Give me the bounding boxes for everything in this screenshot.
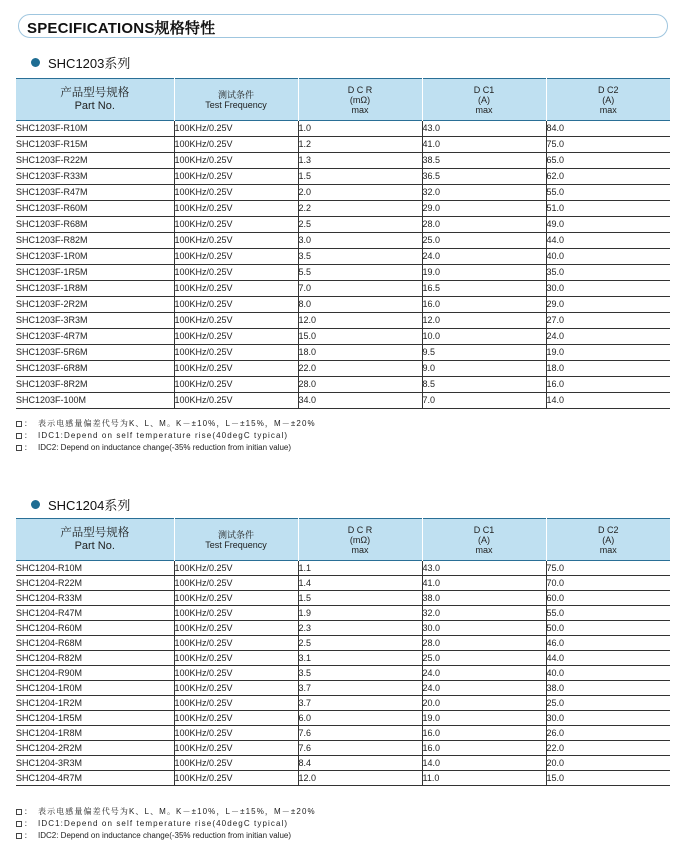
bullet-icon bbox=[31, 500, 40, 509]
cell-test-frequency: 100KHz/0.25V bbox=[174, 711, 298, 726]
cell-part-no: SHC1204-R68M bbox=[16, 636, 174, 651]
cell-dc1: 25.0 bbox=[422, 651, 546, 666]
cell-dcr: 2.0 bbox=[298, 185, 422, 201]
cell-dc2: 60.0 bbox=[546, 591, 670, 606]
cell-dc2: 65.0 bbox=[546, 153, 670, 169]
col-dc2 bbox=[546, 79, 670, 121]
cell-test-frequency: 100KHz/0.25V bbox=[174, 696, 298, 711]
cell-dc1: 38.0 bbox=[422, 591, 546, 606]
cell-dc1: 7.0 bbox=[422, 393, 546, 409]
cell-dcr: 6.0 bbox=[298, 711, 422, 726]
cell-dc1: 9.0 bbox=[422, 361, 546, 377]
col-part-no bbox=[16, 519, 174, 561]
cell-dc1: 32.0 bbox=[422, 606, 546, 621]
table-row bbox=[16, 153, 670, 169]
cell-test-frequency: 100KHz/0.25V bbox=[174, 121, 298, 137]
col-dc1 bbox=[422, 79, 546, 121]
note-idc1: ： IDC1:Depend on self temperature rise(40degC typical) bbox=[16, 818, 316, 830]
col-dc1-unit: (A) bbox=[478, 534, 490, 545]
cell-test-frequency: 100KHz/0.25V bbox=[174, 591, 298, 606]
table-row bbox=[16, 185, 670, 201]
cell-dc2: 35.0 bbox=[546, 265, 670, 281]
cell-dc2: 22.0 bbox=[546, 741, 670, 756]
cell-dc2: 70.0 bbox=[546, 576, 670, 591]
cell-part-no: SHC1204-4R7M bbox=[16, 771, 174, 786]
cell-dc2: 19.0 bbox=[546, 345, 670, 361]
note-idc1-text: IDC1:Depend on self temperature rise(40degC typical) bbox=[38, 431, 289, 440]
cell-dc1: 41.0 bbox=[422, 576, 546, 591]
table-row bbox=[16, 265, 670, 281]
cell-dc1: 25.0 bbox=[422, 233, 546, 249]
cell-dc1: 32.0 bbox=[422, 185, 546, 201]
cell-part-no: SHC1203F-8R2M bbox=[16, 377, 174, 393]
cell-test-frequency: 100KHz/0.25V bbox=[174, 329, 298, 345]
cell-dc2: 40.0 bbox=[546, 666, 670, 681]
cell-dcr: 15.0 bbox=[298, 329, 422, 345]
cell-dcr: 3.5 bbox=[298, 249, 422, 265]
notes-shc1203 bbox=[16, 418, 316, 454]
cell-dc2: 24.0 bbox=[546, 329, 670, 345]
cell-dcr: 2.5 bbox=[298, 636, 422, 651]
cell-part-no: SHC1203F-R10M bbox=[16, 121, 174, 137]
table-row bbox=[16, 696, 670, 711]
cell-part-no: SHC1204-R90M bbox=[16, 666, 174, 681]
col-test-zh: 测试条件 bbox=[217, 529, 254, 540]
col-test-zh: 测试条件 bbox=[217, 89, 254, 100]
table-row bbox=[16, 771, 670, 786]
cell-test-frequency: 100KHz/0.25V bbox=[174, 771, 298, 786]
cell-test-frequency: 100KHz/0.25V bbox=[174, 681, 298, 696]
col-dc2-max: max bbox=[599, 104, 617, 115]
table-row bbox=[16, 345, 670, 361]
cell-dc1: 24.0 bbox=[422, 666, 546, 681]
col-dc1 bbox=[422, 519, 546, 561]
cell-dcr: 3.0 bbox=[298, 233, 422, 249]
cell-part-no: SHC1204-1R8M bbox=[16, 726, 174, 741]
table-body-shc1204 bbox=[16, 561, 670, 786]
cell-dcr: 28.0 bbox=[298, 377, 422, 393]
cell-dcr: 1.1 bbox=[298, 561, 422, 576]
cell-part-no: SHC1204-R22M bbox=[16, 576, 174, 591]
cell-dcr: 3.7 bbox=[298, 681, 422, 696]
col-dc1-unit: (A) bbox=[478, 94, 490, 105]
col-dc2-unit: (A) bbox=[602, 94, 615, 105]
checkbox-square-icon bbox=[16, 433, 22, 439]
cell-part-no: SHC1203F-R22M bbox=[16, 153, 174, 169]
table-row bbox=[16, 393, 670, 409]
note-idc1-text: IDC1:Depend on self temperature rise(40degC typical) bbox=[38, 819, 289, 828]
cell-test-frequency: 100KHz/0.25V bbox=[174, 345, 298, 361]
cell-dc1: 14.0 bbox=[422, 756, 546, 771]
table-row bbox=[16, 233, 670, 249]
cell-dc2: 49.0 bbox=[546, 217, 670, 233]
col-part-no bbox=[16, 79, 174, 121]
col-dcr-label: D C R bbox=[347, 84, 373, 95]
cell-part-no: SHC1203F-100M bbox=[16, 393, 174, 409]
cell-test-frequency: 100KHz/0.25V bbox=[174, 217, 298, 233]
cell-dcr: 7.6 bbox=[298, 741, 422, 756]
section-title: SHC1203系列 bbox=[48, 55, 131, 71]
table-row bbox=[16, 121, 670, 137]
cell-dc2: 30.0 bbox=[546, 711, 670, 726]
cell-dc2: 44.0 bbox=[546, 651, 670, 666]
cell-dc1: 43.0 bbox=[422, 121, 546, 137]
cell-dc1: 16.0 bbox=[422, 741, 546, 756]
cell-test-frequency: 100KHz/0.25V bbox=[174, 265, 298, 281]
cell-part-no: SHC1203F-6R8M bbox=[16, 361, 174, 377]
cell-dcr: 1.9 bbox=[298, 606, 422, 621]
cell-test-frequency: 100KHz/0.25V bbox=[174, 361, 298, 377]
cell-part-no: SHC1203F-R82M bbox=[16, 233, 174, 249]
cell-dc2: 46.0 bbox=[546, 636, 670, 651]
checkbox-square-icon bbox=[16, 809, 22, 815]
cell-part-no: SHC1203F-4R7M bbox=[16, 329, 174, 345]
cell-test-frequency: 100KHz/0.25V bbox=[174, 185, 298, 201]
cell-test-frequency: 100KHz/0.25V bbox=[174, 201, 298, 217]
cell-test-frequency: 100KHz/0.25V bbox=[174, 621, 298, 636]
cell-dc2: 30.0 bbox=[546, 281, 670, 297]
col-test-frequency bbox=[174, 79, 298, 121]
cell-part-no: SHC1204-1R5M bbox=[16, 711, 174, 726]
cell-dc1: 30.0 bbox=[422, 621, 546, 636]
cell-dc1: 38.5 bbox=[422, 153, 546, 169]
col-dcr-max: max bbox=[351, 544, 369, 555]
cell-test-frequency: 100KHz/0.25V bbox=[174, 137, 298, 153]
col-test-en: Test Frequency bbox=[205, 539, 267, 550]
cell-test-frequency: 100KHz/0.25V bbox=[174, 561, 298, 576]
table-row bbox=[16, 576, 670, 591]
cell-test-frequency: 100KHz/0.25V bbox=[174, 756, 298, 771]
col-dcr-label: D C R bbox=[347, 524, 373, 535]
cell-test-frequency: 100KHz/0.25V bbox=[174, 153, 298, 169]
cell-test-frequency: 100KHz/0.25V bbox=[174, 636, 298, 651]
cell-dc1: 19.0 bbox=[422, 711, 546, 726]
cell-part-no: SHC1203F-1R0M bbox=[16, 249, 174, 265]
cell-dc2: 38.0 bbox=[546, 681, 670, 696]
page-title: SPECIFICATIONS规格特性 bbox=[27, 20, 216, 37]
cell-dc1: 8.5 bbox=[422, 377, 546, 393]
cell-part-no: SHC1204-R33M bbox=[16, 591, 174, 606]
cell-dc1: 11.0 bbox=[422, 771, 546, 786]
cell-dcr: 18.0 bbox=[298, 345, 422, 361]
table-row bbox=[16, 313, 670, 329]
cell-dc2: 75.0 bbox=[546, 137, 670, 153]
section-header-shc1204 bbox=[31, 496, 130, 512]
col-dcr bbox=[298, 79, 422, 121]
table-row bbox=[16, 651, 670, 666]
cell-dc2: 84.0 bbox=[546, 121, 670, 137]
cell-dcr: 8.0 bbox=[298, 297, 422, 313]
cell-dcr: 1.2 bbox=[298, 137, 422, 153]
note-idc1: ： IDC1:Depend on self temperature rise(40degC typical) bbox=[16, 430, 316, 442]
cell-test-frequency: 100KHz/0.25V bbox=[174, 606, 298, 621]
cell-dc1: 43.0 bbox=[422, 561, 546, 576]
col-dc2-label: D C2 bbox=[597, 524, 619, 535]
cell-dc1: 36.5 bbox=[422, 169, 546, 185]
cell-part-no: SHC1203F-1R8M bbox=[16, 281, 174, 297]
col-dcr bbox=[298, 519, 422, 561]
note-idc2: ： IDC2: Depend on inductance change(-35% reduction from initian value) bbox=[16, 830, 316, 842]
cell-dc1: 16.5 bbox=[422, 281, 546, 297]
cell-dc2: 44.0 bbox=[546, 233, 670, 249]
note-idc2-text: IDC2: Depend on inductance change(-35% reduction from initian value) bbox=[38, 831, 292, 840]
cell-dc1: 16.0 bbox=[422, 726, 546, 741]
cell-dcr: 3.1 bbox=[298, 651, 422, 666]
table-row bbox=[16, 756, 670, 771]
title-bar bbox=[18, 14, 668, 38]
notes-shc1204 bbox=[16, 806, 316, 842]
cell-test-frequency: 100KHz/0.25V bbox=[174, 169, 298, 185]
cell-part-no: SHC1204-1R2M bbox=[16, 696, 174, 711]
table-header-row bbox=[16, 519, 670, 561]
table-row bbox=[16, 636, 670, 651]
cell-dcr: 7.0 bbox=[298, 281, 422, 297]
cell-part-no: SHC1203F-R47M bbox=[16, 185, 174, 201]
cell-dcr: 12.0 bbox=[298, 771, 422, 786]
col-part-no-zh: 产品型号规格 bbox=[60, 526, 130, 539]
table-row bbox=[16, 377, 670, 393]
cell-dc2: 55.0 bbox=[546, 606, 670, 621]
col-test-frequency bbox=[174, 519, 298, 561]
cell-dcr: 1.3 bbox=[298, 153, 422, 169]
col-dc2 bbox=[546, 519, 670, 561]
table-row bbox=[16, 297, 670, 313]
table-row bbox=[16, 741, 670, 756]
table-row bbox=[16, 361, 670, 377]
note-tolerance-text: 表示电感量偏差代号为K、L、M。K－±10%，L－±15%，M－±20% bbox=[38, 807, 316, 816]
cell-dc1: 12.0 bbox=[422, 313, 546, 329]
cell-dc2: 16.0 bbox=[546, 377, 670, 393]
cell-test-frequency: 100KHz/0.25V bbox=[174, 281, 298, 297]
note-tolerance: ： 表示电感量偏差代号为K、L、M。K－±10%，L－±15%，M－±20% bbox=[16, 418, 316, 430]
cell-dcr: 1.5 bbox=[298, 591, 422, 606]
cell-test-frequency: 100KHz/0.25V bbox=[174, 297, 298, 313]
table-body-shc1203 bbox=[16, 121, 670, 409]
col-part-no-en: Part No. bbox=[74, 99, 115, 112]
table-row bbox=[16, 329, 670, 345]
cell-dc2: 18.0 bbox=[546, 361, 670, 377]
cell-test-frequency: 100KHz/0.25V bbox=[174, 377, 298, 393]
cell-dc1: 9.5 bbox=[422, 345, 546, 361]
cell-test-frequency: 100KHz/0.25V bbox=[174, 249, 298, 265]
col-part-no-zh: 产品型号规格 bbox=[60, 86, 130, 99]
cell-part-no: SHC1204-1R0M bbox=[16, 681, 174, 696]
cell-dcr: 5.5 bbox=[298, 265, 422, 281]
cell-dcr: 2.2 bbox=[298, 201, 422, 217]
cell-test-frequency: 100KHz/0.25V bbox=[174, 233, 298, 249]
cell-dcr: 3.5 bbox=[298, 666, 422, 681]
table-row bbox=[16, 561, 670, 576]
cell-dc2: 25.0 bbox=[546, 696, 670, 711]
cell-dc1: 41.0 bbox=[422, 137, 546, 153]
cell-dc1: 28.0 bbox=[422, 217, 546, 233]
cell-dc1: 24.0 bbox=[422, 681, 546, 696]
col-dcr-unit: (mΩ) bbox=[349, 534, 371, 545]
cell-test-frequency: 100KHz/0.25V bbox=[174, 576, 298, 591]
table-row bbox=[16, 606, 670, 621]
table-row bbox=[16, 726, 670, 741]
table-row bbox=[16, 591, 670, 606]
cell-part-no: SHC1204-R10M bbox=[16, 561, 174, 576]
cell-dc2: 55.0 bbox=[546, 185, 670, 201]
cell-dc2: 50.0 bbox=[546, 621, 670, 636]
cell-test-frequency: 100KHz/0.25V bbox=[174, 666, 298, 681]
table-row bbox=[16, 621, 670, 636]
cell-dc1: 29.0 bbox=[422, 201, 546, 217]
cell-part-no: SHC1203F-R33M bbox=[16, 169, 174, 185]
spec-table-shc1204 bbox=[16, 518, 670, 786]
section-title: SHC1204系列 bbox=[48, 497, 131, 513]
table-row bbox=[16, 281, 670, 297]
cell-dc1: 24.0 bbox=[422, 249, 546, 265]
col-test-en: Test Frequency bbox=[205, 99, 267, 110]
cell-dcr: 1.0 bbox=[298, 121, 422, 137]
cell-part-no: SHC1204-R82M bbox=[16, 651, 174, 666]
cell-part-no: SHC1203F-2R2M bbox=[16, 297, 174, 313]
spec-table-shc1203 bbox=[16, 78, 670, 409]
cell-dcr: 22.0 bbox=[298, 361, 422, 377]
cell-dc1: 16.0 bbox=[422, 297, 546, 313]
cell-part-no: SHC1203F-R60M bbox=[16, 201, 174, 217]
cell-part-no: SHC1204-R60M bbox=[16, 621, 174, 636]
cell-dc1: 20.0 bbox=[422, 696, 546, 711]
cell-dcr: 1.5 bbox=[298, 169, 422, 185]
cell-test-frequency: 100KHz/0.25V bbox=[174, 726, 298, 741]
table-row bbox=[16, 711, 670, 726]
cell-part-no: SHC1204-3R3M bbox=[16, 756, 174, 771]
table-row bbox=[16, 169, 670, 185]
cell-part-no: SHC1203F-5R6M bbox=[16, 345, 174, 361]
cell-part-no: SHC1204-2R2M bbox=[16, 741, 174, 756]
col-dc2-label: D C2 bbox=[597, 84, 619, 95]
cell-dcr: 2.5 bbox=[298, 217, 422, 233]
cell-dcr: 2.3 bbox=[298, 621, 422, 636]
cell-dc2: 14.0 bbox=[546, 393, 670, 409]
section-header-shc1203 bbox=[31, 54, 130, 70]
cell-dc2: 75.0 bbox=[546, 561, 670, 576]
col-dc1-max: max bbox=[475, 544, 493, 555]
cell-dc2: 62.0 bbox=[546, 169, 670, 185]
cell-dcr: 7.6 bbox=[298, 726, 422, 741]
table-header-row bbox=[16, 79, 670, 121]
checkbox-square-icon bbox=[16, 821, 22, 827]
cell-test-frequency: 100KHz/0.25V bbox=[174, 651, 298, 666]
table-row bbox=[16, 666, 670, 681]
checkbox-square-icon bbox=[16, 833, 22, 839]
cell-dcr: 12.0 bbox=[298, 313, 422, 329]
cell-dcr: 34.0 bbox=[298, 393, 422, 409]
cell-dcr: 3.7 bbox=[298, 696, 422, 711]
cell-dc2: 26.0 bbox=[546, 726, 670, 741]
cell-dcr: 1.4 bbox=[298, 576, 422, 591]
note-tolerance-text: 表示电感量偏差代号为K、L、M。K－±10%，L－±15%，M－±20% bbox=[38, 419, 316, 428]
checkbox-square-icon bbox=[16, 421, 22, 427]
cell-test-frequency: 100KHz/0.25V bbox=[174, 393, 298, 409]
cell-part-no: SHC1203F-1R5M bbox=[16, 265, 174, 281]
cell-dc1: 28.0 bbox=[422, 636, 546, 651]
col-dc2-max: max bbox=[599, 544, 617, 555]
cell-part-no: SHC1203F-3R3M bbox=[16, 313, 174, 329]
table-row bbox=[16, 217, 670, 233]
bullet-icon bbox=[31, 58, 40, 67]
cell-dcr: 8.4 bbox=[298, 756, 422, 771]
cell-dc2: 29.0 bbox=[546, 297, 670, 313]
table-row bbox=[16, 681, 670, 696]
cell-test-frequency: 100KHz/0.25V bbox=[174, 313, 298, 329]
cell-dc1: 19.0 bbox=[422, 265, 546, 281]
table-row bbox=[16, 201, 670, 217]
col-dcr-unit: (mΩ) bbox=[349, 94, 371, 105]
note-tolerance: ： 表示电感量偏差代号为K、L、M。K－±10%，L－±15%，M－±20% bbox=[16, 806, 316, 818]
cell-test-frequency: 100KHz/0.25V bbox=[174, 741, 298, 756]
note-idc2-text: IDC2: Depend on inductance change(-35% reduction from initian value) bbox=[38, 443, 292, 452]
table-row bbox=[16, 137, 670, 153]
col-dcr-max: max bbox=[351, 104, 369, 115]
cell-part-no: SHC1203F-R68M bbox=[16, 217, 174, 233]
cell-part-no: SHC1203F-R15M bbox=[16, 137, 174, 153]
checkbox-square-icon bbox=[16, 445, 22, 451]
col-part-no-en: Part No. bbox=[74, 539, 115, 552]
cell-dc2: 15.0 bbox=[546, 771, 670, 786]
col-dc1-label: D C1 bbox=[473, 524, 495, 535]
col-dc2-unit: (A) bbox=[602, 534, 615, 545]
cell-dc1: 10.0 bbox=[422, 329, 546, 345]
cell-dc2: 40.0 bbox=[546, 249, 670, 265]
cell-dc2: 51.0 bbox=[546, 201, 670, 217]
col-dc1-max: max bbox=[475, 104, 493, 115]
table-row bbox=[16, 249, 670, 265]
col-dc1-label: D C1 bbox=[473, 84, 495, 95]
cell-part-no: SHC1204-R47M bbox=[16, 606, 174, 621]
cell-dc2: 27.0 bbox=[546, 313, 670, 329]
cell-dc2: 20.0 bbox=[546, 756, 670, 771]
note-idc2: ： IDC2: Depend on inductance change(-35% reduction from initian value) bbox=[16, 442, 316, 454]
